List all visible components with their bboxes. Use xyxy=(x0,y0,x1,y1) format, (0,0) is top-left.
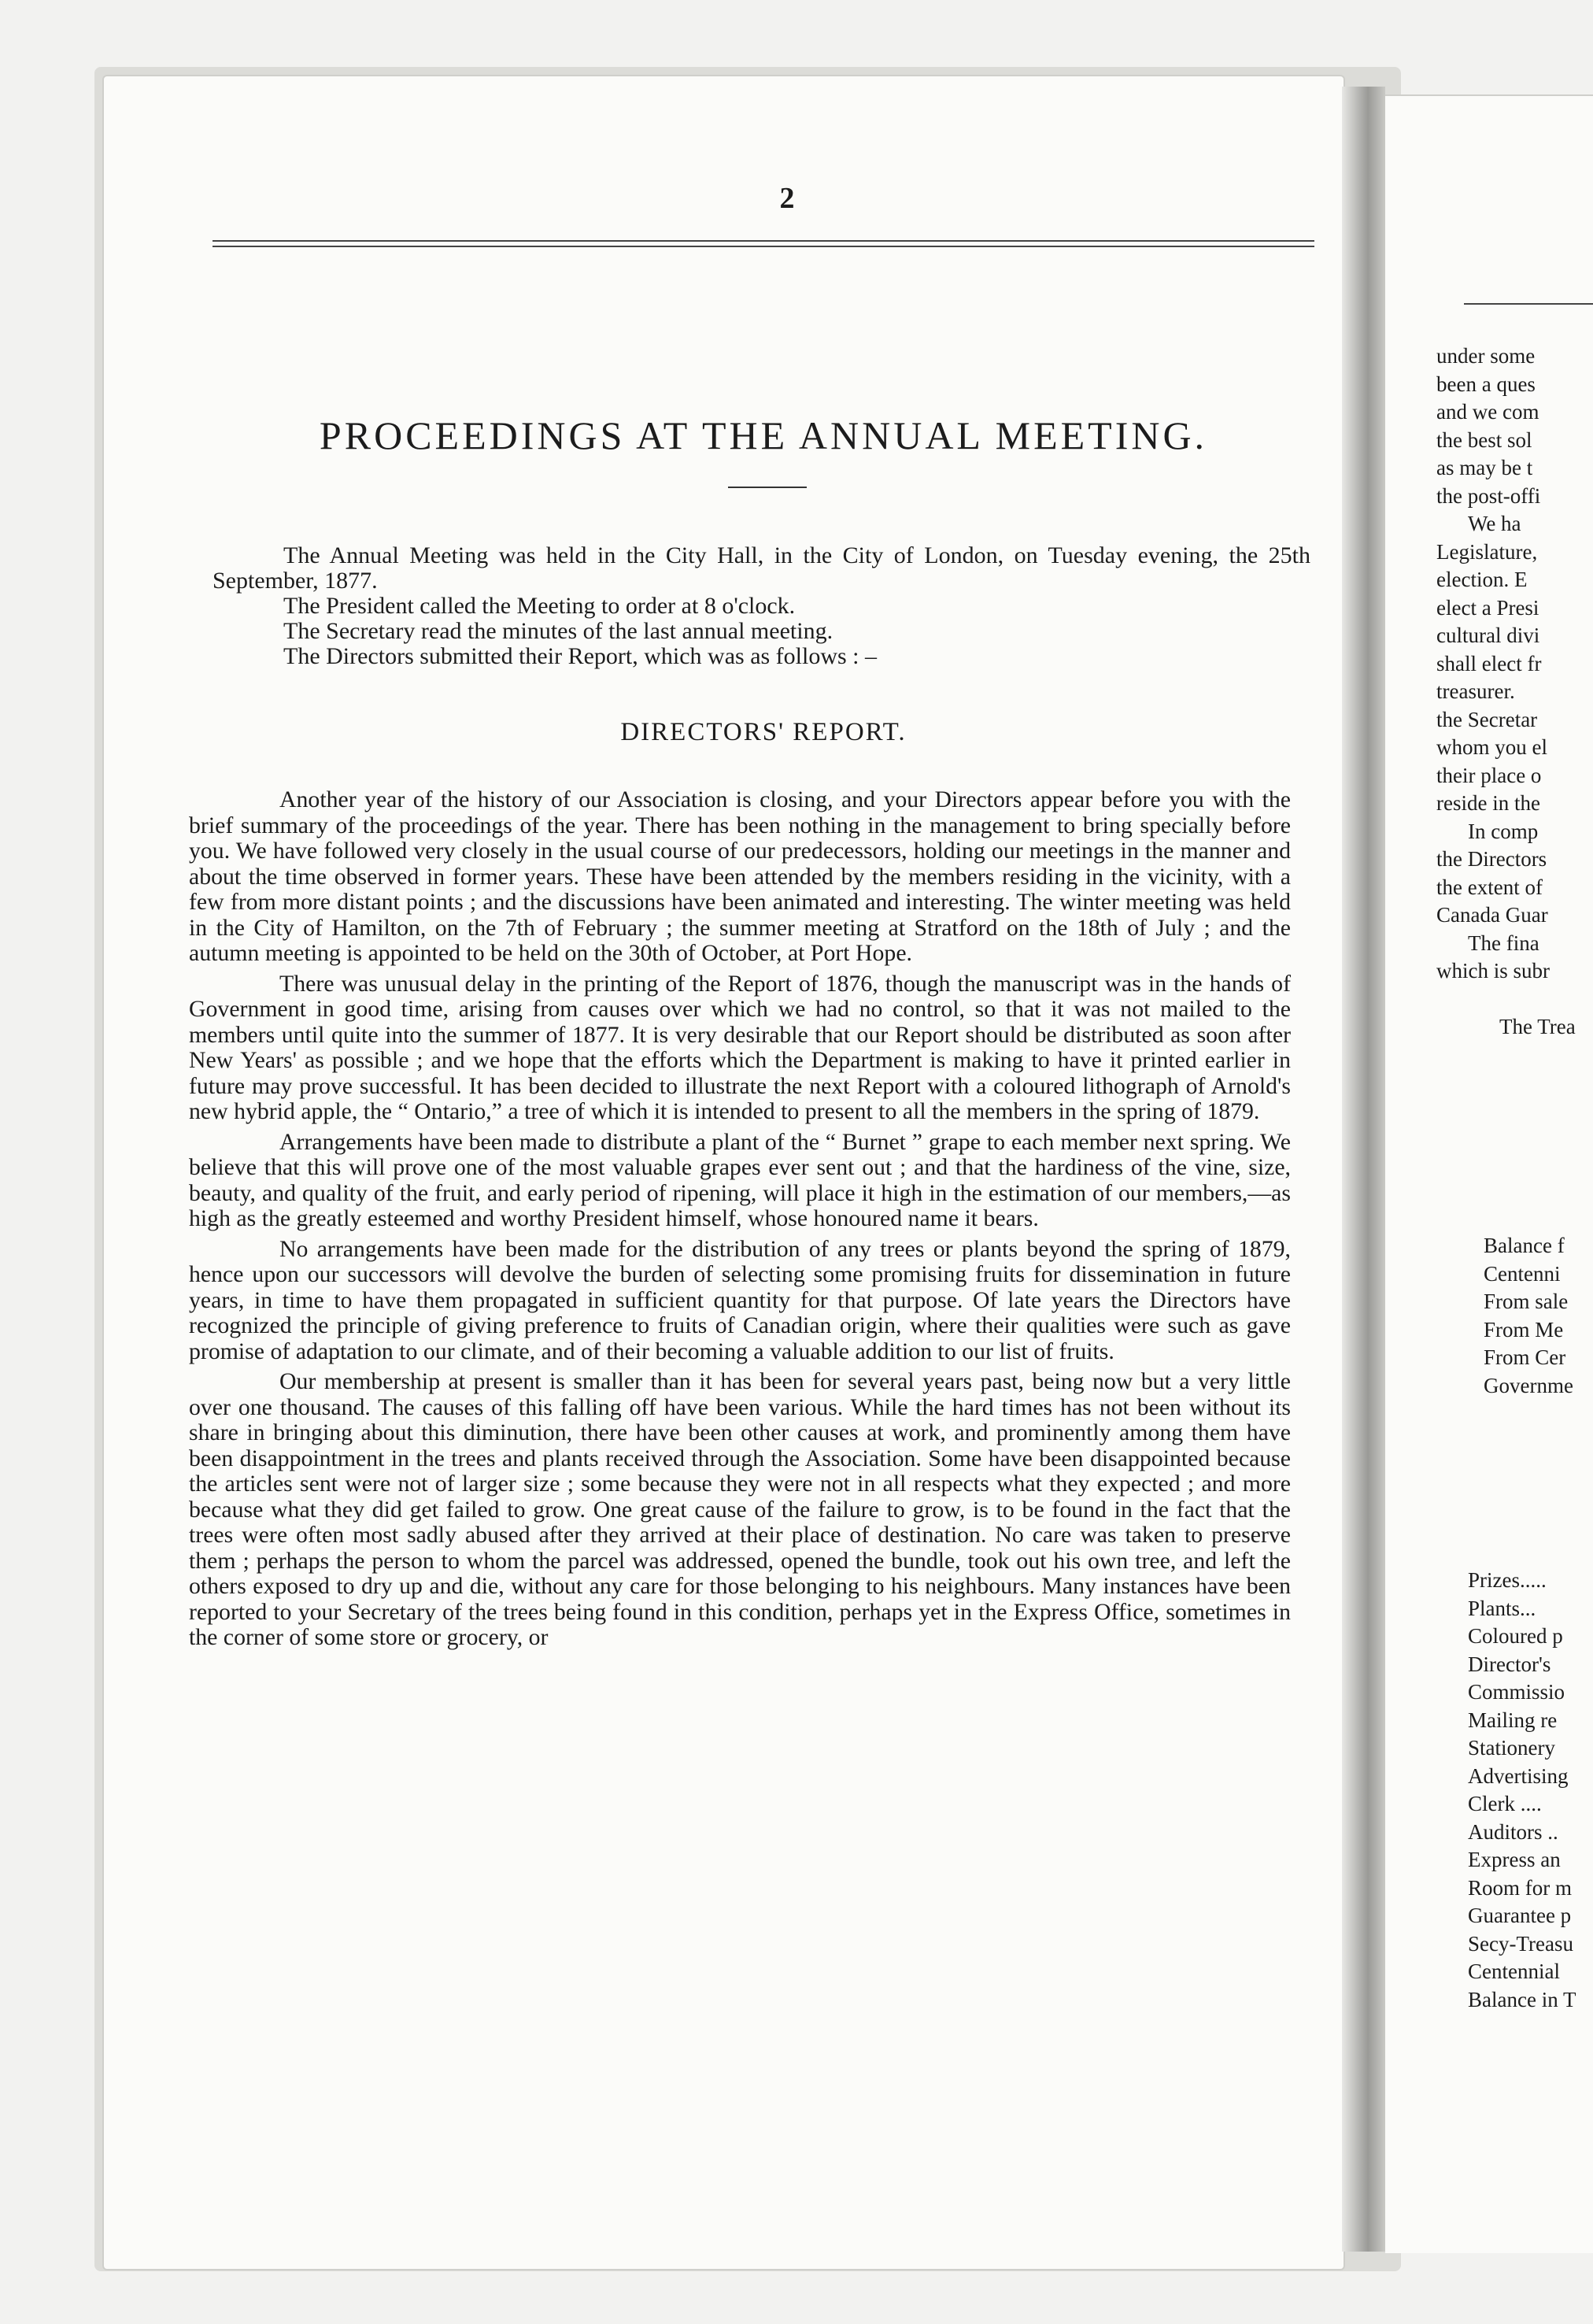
right-line: the post-offi xyxy=(1436,483,1541,508)
right-line: under some xyxy=(1436,344,1536,368)
expense-line: Centennial xyxy=(1468,1959,1560,1983)
expense-line: Coloured p xyxy=(1468,1624,1563,1648)
expense-line: Guarantee p xyxy=(1468,1904,1572,1927)
page-title: PROCEEDINGS AT THE ANNUAL MEETING. xyxy=(319,413,1208,457)
report-paragraph: There was unusual delay in the printing of the Report of 1876, though the manuscript was in the hands of Government in good time, arising from causes over which we had no control, so that it was not mailed to the members until quite into the summer of 1877. It is very desirable that our Report should be distributed as soon after New Years' as possible ; and we hope that the efforts which the Department is making to have it printed earlier in future may prove successful. It has been decided to illustrate the next Report with a coloured lithograph of Arnold's new hybrid apple, the “ Ontario,” a tree of which it is intended to present to all the members in the spring of 1879. xyxy=(189,970,1291,1124)
expense-line: Plants... xyxy=(1468,1596,1536,1620)
report-paragraph: No arrangements have been made for the distribution of any trees or plants beyond the spring of 1879, hence upon our successors will devolve the burden of selecting some promising fruits for dissemination in future years, in time to have them propagated in sufficient quantity for that purpose. Of late years the Directors have recognized the principle of giving preference to fruits of Canadian origin, where their qualities were such as gave promise of adaptation to our climate, and of their becoming a valuable addition to our list of fruits. xyxy=(189,1235,1291,1364)
expense-line: Express an xyxy=(1468,1848,1561,1871)
intro-paragraph: The Annual Meeting was held in the City Hall, in the City of London, on Tuesday evening, the 25th September, 1877. xyxy=(213,542,1310,594)
intro-paragraph: The Secretary read the minutes of the last annual meeting. xyxy=(283,618,833,644)
expense-line: Secy-Treasu xyxy=(1468,1931,1573,1956)
right-line: the best sol xyxy=(1436,427,1532,452)
right-line: The fina xyxy=(1468,931,1539,955)
title-divider xyxy=(728,487,807,488)
page-gutter xyxy=(1342,87,1385,2252)
receipt-line: Balance f xyxy=(1484,1234,1565,1257)
right-line: election. E xyxy=(1436,568,1528,591)
right-line: shall elect fr xyxy=(1436,651,1542,675)
right-line: their place o xyxy=(1436,763,1542,787)
report-body xyxy=(189,787,1291,1656)
right-line: treasurer. xyxy=(1436,679,1515,703)
right-line: the Secretar xyxy=(1436,707,1538,731)
expense-line: Auditors .. xyxy=(1468,1819,1558,1844)
right-line: Legislature, xyxy=(1436,539,1538,564)
right-line: cultural divi xyxy=(1436,624,1540,647)
right-line: In comp xyxy=(1468,819,1539,843)
expense-line: Mailing re xyxy=(1468,1708,1558,1732)
header-rule-top xyxy=(213,240,1314,242)
right-line: We ha xyxy=(1468,512,1521,535)
expense-line: Advertising xyxy=(1468,1763,1569,1788)
receipt-line: From Cer xyxy=(1484,1345,1566,1369)
report-paragraph: Another year of the history of our Association is closing, and your Directors appear before you with the brief summary of the proceedings of the year. There has been nothing in the management to bring specially before you. We have followed very closely in the usual course of our predecessors, holding our meetings in the manner and about the time observed in former years. These have been attended by the members residing in the vicinity, with a few from more distant points ; and the discussions have been animated and interesting. The winter meeting was held in the City of Hamilton, on the 7th of February ; the summer meeting at Stratford on the 18th of July ; and the autumn meeting is appointed to be held on the 30th of October, at Port Hope. xyxy=(189,786,1291,966)
intro-paragraph: The President called the Meeting to order at 8 o'clock. xyxy=(283,593,796,619)
receipt-line: From sale xyxy=(1484,1290,1569,1313)
expense-line: Commissio xyxy=(1468,1680,1565,1704)
expenses-list xyxy=(1468,1567,1576,2014)
receipt-line: Governme xyxy=(1484,1373,1573,1397)
right-column-text xyxy=(1436,342,1576,1042)
header-rule-bottom xyxy=(213,246,1314,247)
expense-line: Stationery xyxy=(1468,1736,1555,1760)
expense-line: Prizes..... xyxy=(1468,1568,1547,1592)
right-page-rule xyxy=(1464,303,1593,305)
right-line: as may be t xyxy=(1436,456,1533,479)
right-line: been a ques xyxy=(1436,372,1536,396)
receipts-list xyxy=(1484,1232,1573,1400)
right-line: the Directors xyxy=(1436,847,1547,871)
right-line: whom you el xyxy=(1436,735,1547,759)
page-number: 2 xyxy=(779,182,795,215)
receipt-line: From Me xyxy=(1484,1317,1564,1341)
right-line: reside in the xyxy=(1436,791,1540,815)
report-paragraph: Our membership at present is smaller than it has been for several years past, being now but a very little over one thousand. The causes of this falling off have been various. While the hard times has not been without its share in bringing about this diminution, there have been other causes at work, and prominently among them have been disappointment in the trees and plants received through the Association. Some have been disappointed because the articles sent were not of larger size ; some because they were not in all respects what they expected ; and more because what they did get failed to grow. One great cause of the failure to grow, is to be found in the fact that the trees were often most sadly abused after they arrived at their place of destination. No care was taken to preserve them ; perhaps the person to whom the parcel was addressed, opened the bundle, took out his own tree, and left the others exposed to dry up and die, without any care for those belonging to his neighbours. Many instances have been reported to your Secretary of the trees being found in this condition, perhaps yet in the Express Office, sometimes in the corner of some store or grocery, or xyxy=(189,1368,1291,1650)
right-line: and we com xyxy=(1436,400,1539,424)
expense-line: Clerk .... xyxy=(1468,1792,1542,1815)
right-line: which is subr xyxy=(1436,959,1550,983)
expense-line: Balance in T xyxy=(1468,1987,1576,2011)
report-paragraph: Arrangements have been made to distribute a plant of the “ Burnet ” grape to each member next spring. We believe that this will prove one of the most valuable grapes ever sent out ; and that the hardiness of the vine, size, beauty, and quality of the fruit, and early period of ripening, will place it high in the estimation of our members,—as high as the greatly esteemed and worthy President himself, whose honoured name it bears. xyxy=(189,1128,1291,1231)
expense-line: Room for m xyxy=(1468,1875,1572,1900)
expense-line: Director's xyxy=(1468,1652,1551,1676)
right-line xyxy=(1436,986,1576,1014)
right-line: The Trea xyxy=(1499,1015,1576,1038)
right-line: the extent of xyxy=(1436,875,1543,899)
right-line: Canada Guar xyxy=(1436,903,1548,927)
intro-paragraph: The Directors submitted their Report, which was as follows : – xyxy=(283,643,878,669)
receipt-line: Centenni xyxy=(1484,1261,1561,1286)
right-line: elect a Presi xyxy=(1436,595,1539,620)
section-title: DIRECTORS' REPORT. xyxy=(620,718,907,746)
meeting-intro xyxy=(213,543,1310,669)
